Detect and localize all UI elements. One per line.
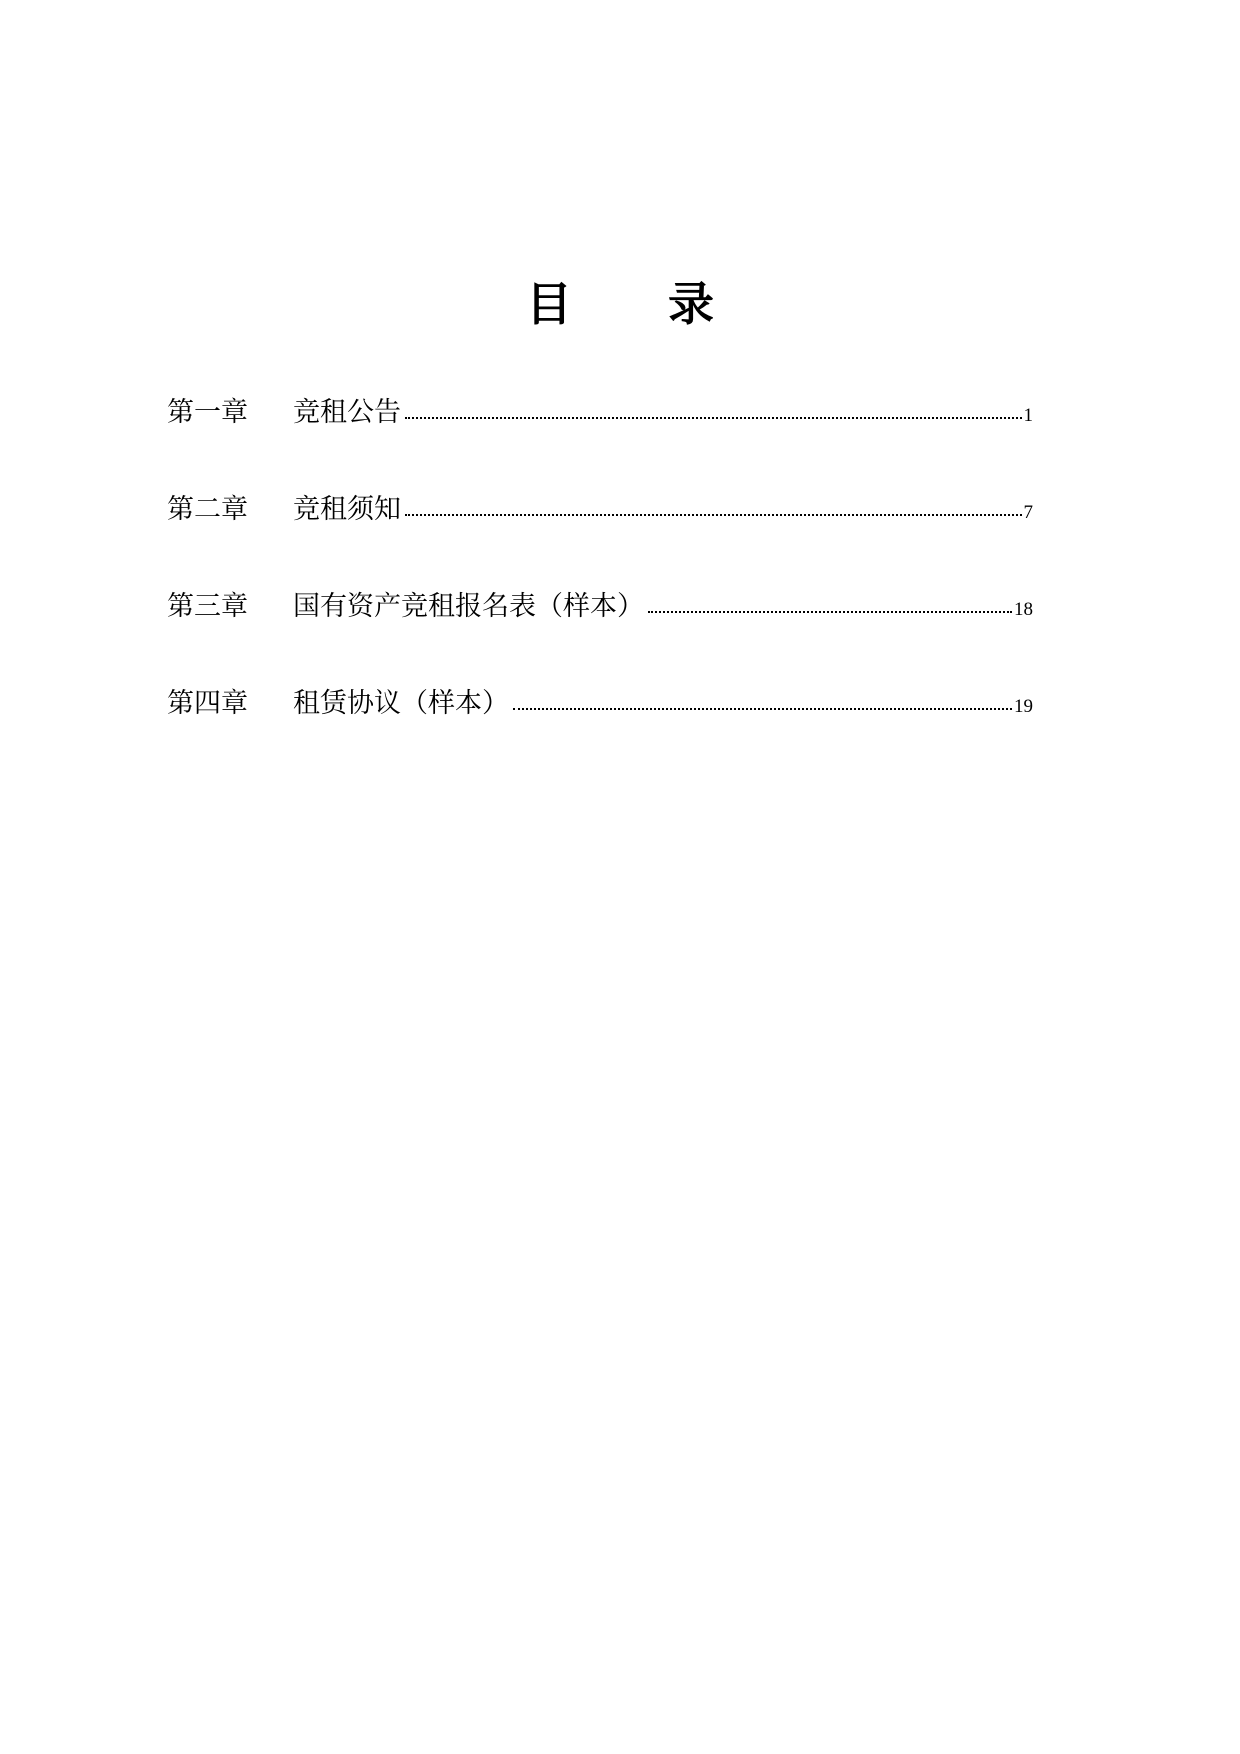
toc-entry-1[interactable] (167, 390, 1033, 487)
toc-chapter-number: 第四章 (167, 688, 248, 719)
toc-chapter-heading: 租赁协议（样本） (293, 688, 509, 719)
toc-page-number: 19 (1014, 696, 1033, 717)
toc-chapter-number: 第三章 (167, 591, 248, 622)
table-of-contents (167, 390, 1033, 778)
toc-chapter-heading: 国有资产竞租报名表（样本） (293, 591, 644, 622)
toc-chapter-number: 第一章 (167, 397, 248, 428)
toc-dot-leader (648, 610, 1012, 613)
toc-chapter-number: 第二章 (167, 494, 248, 525)
toc-entry-3[interactable] (167, 584, 1033, 681)
title-char-1: 目 (526, 277, 572, 331)
toc-dot-leader (513, 707, 1012, 710)
toc-page-number: 1 (1023, 405, 1033, 426)
toc-entry-4[interactable] (167, 681, 1033, 778)
toc-dot-leader (405, 513, 1022, 516)
toc-dot-leader (405, 416, 1022, 419)
toc-chapter-heading: 竞租公告 (293, 397, 401, 428)
toc-chapter-heading: 竞租须知 (293, 494, 401, 525)
toc-page-number: 7 (1023, 502, 1033, 523)
page-title (0, 268, 1240, 334)
toc-page-number: 18 (1014, 599, 1033, 620)
toc-entry-2[interactable] (167, 487, 1033, 584)
title-char-2: 录 (668, 277, 714, 331)
